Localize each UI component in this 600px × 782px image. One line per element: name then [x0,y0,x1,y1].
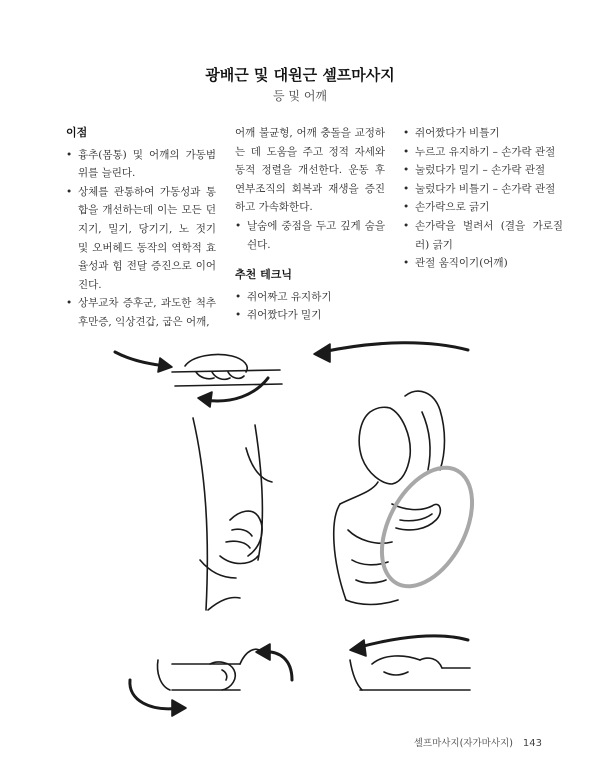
technique-item: • 손가락을 벌려서 (결을 가로질러) 긁기 [403,217,563,254]
page-subtitle: 등 및 어깨 [273,89,327,103]
technique-item: • 누르고 유지하기 – 손가락 관절 [403,143,563,162]
push-arrow-icon [314,343,468,362]
benefit-continuation: 어깨 불균형, 어깨 충돌을 교정하는 데 도움을 주고 정적 자세와 동적 정렬을 개선한다. 운동 후 연부조직의 회복과 재생을 증진하고 가속화한다. [235,127,385,214]
technique-item: • 관절 움직이기(어깨) [403,254,563,273]
knuckle-press-icon [350,656,470,690]
technique-item: • 쥐어짜고 유지하기 [235,288,385,307]
torso-figure-icon [334,391,445,604]
arm-with-hand-icon [193,418,272,610]
technique-item: • 눌렀다가 비틀기 – 손가락 관절 [403,180,563,199]
technique-item: • 손가락으로 긁기 [403,198,563,217]
technique-item: • 눌렀다가 밀기 – 손가락 관절 [403,161,563,180]
techniques-heading: 추천 테크닉 [235,268,292,282]
page-number: 143 [522,738,542,749]
technique-item: • 쥐어짰다가 밀기 [235,306,385,325]
footer-section: 셀프마사지(자가마사지) [413,738,513,749]
technique-item: • 쥐어짰다가 비틀기 [403,124,563,143]
benefit-item: • 흉추(몸통) 및 어깨의 가동범위를 늘린다. [66,146,216,183]
benefit-item: • 날숨에 중점을 두고 깊게 숨을 쉰다. [235,217,385,254]
page-footer [414,735,542,749]
benefits-heading: 이점 [66,126,88,139]
rotation-arrows-icon [130,644,292,716]
benefit-item: • 상체를 관통하여 가동성과 통합을 개선하는데 이는 모든 던지기, 밀기, 당기기, 노 젓기 및 오버헤드 동작의 역학적 효율성과 힘 전달 증진으로 이어진다. [66,183,216,295]
page-title: 광배근 및 대원근 셀프마사지 [205,66,395,84]
fist-twist-icon [158,649,263,690]
press-arrow-icon [350,636,468,656]
benefit-item: • 상부교차 증후군, 과도한 척추후만증, 익상견갑, 굽은 어깨, [66,294,216,331]
